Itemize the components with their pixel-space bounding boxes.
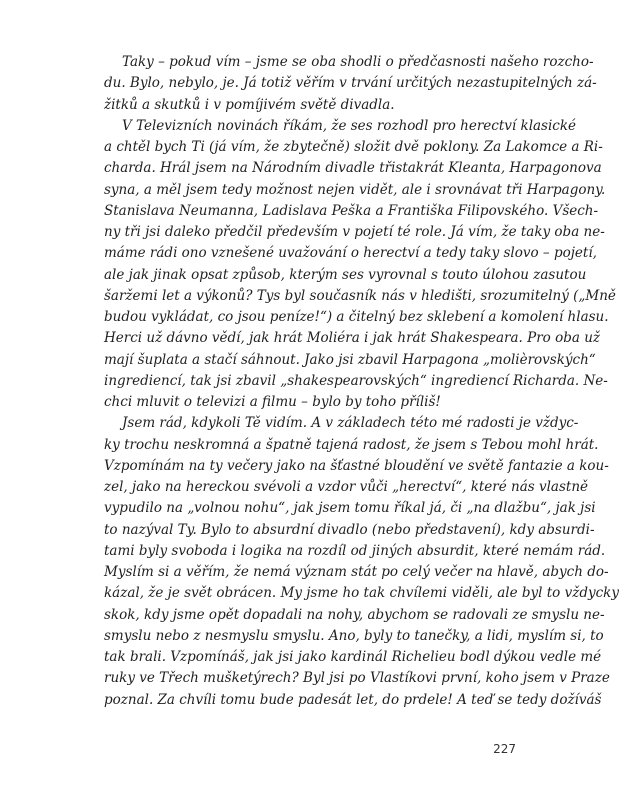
text-line: žitků a skutků i v pomíjivém světě divadla. [104, 96, 395, 113]
text-line: vypudilo na „volnou nohu“, jak jsem tomu říkal já, či „na dlažbu“, jak jsi [104, 500, 596, 517]
text-line: máme rádi ono vznešené uvažování o herectví a tedy taky slovo – pojetí, [104, 245, 597, 262]
text-line: Taky – pokud vím – jsme se oba shodli o předčasnosti našeho rozcho- [122, 54, 594, 70]
text-line: budou vykládat, co jsou peníze!“) a čitelný bez sklebení a komolení hlasu. [104, 309, 609, 325]
text-line: smyslu nebo z nesmyslu smyslu. Ano, byly to tanečky, a lidi, myslím si, to [104, 627, 604, 644]
text-line: kázal, že je svět obrácen. My jsme ho tak chvílemi viděli, ale byl to vždycky [104, 585, 619, 602]
text-line: charda. Hrál jsem na Národním divadle třistakrát Kleanta, Harpagonova [104, 160, 602, 177]
text-line: ny tři jsi daleko předčil především v pojetí té role. Já vím, že taky oba ne- [104, 224, 605, 240]
text-line: šaržemi let a výkonů? Tys byl současník nás v hledišti, srozumitelný („Mně [104, 287, 616, 304]
text-line: Myslím si a věřím, že nemá význam stát po celý večer na hlavě, abych do- [104, 564, 609, 580]
text-line: ky trochu neskromná a špatně tajená radost, že jsem s Tebou mohl hrát. [104, 436, 599, 453]
text-line: mají šuplata a stačí sáhnout. Jako jsi zbavil Harpagona „molièrovských“ [104, 351, 596, 368]
text-line: ingrediencí, tak jsi zbavil „shakespearovských“ ingrediencí Richarda. Ne- [104, 372, 608, 389]
text-line: Vzpomínám na ty večery jako na šťastné bloudění ve světě fantazie a kou- [104, 457, 609, 474]
text-line: zel, jako na hereckou svévoli a vzdor vůči „herectví“, které nás vlastně [104, 479, 589, 495]
text-line: Herci už dávno vědí, jak hrát Moliéra i jak hrát Shakespeara. Pro oba už [104, 330, 601, 347]
text-line: ale jak jinak opsat způsob, kterým ses vyrovnal s touto úlohou zasutou [104, 266, 587, 283]
paragraph-2 [104, 116, 616, 414]
text-line: Jsem rád, kdykoli Tě vidím. A v základech této mé radosti je vždyc- [122, 415, 579, 432]
paragraph-1 [104, 52, 597, 116]
text-line: du. Bylo, nebylo, je. Já totiž věřím v trvání určitých nezastupitelných zá- [104, 75, 597, 92]
text-line: skok, kdy jsme opět dopadali na nohy, abychom se radovali ze smyslu ne- [104, 606, 605, 623]
body-text [104, 52, 619, 711]
paragraph-3 [104, 413, 619, 711]
text-line: ruky ve Třech mušketýrech? Byl jsi po Vlastíkovi první, koho jsem v Praze [104, 670, 610, 687]
text-line: chci mluvit o televizi a filmu – bylo by toho příliš! [104, 394, 441, 410]
text-line: to nazýval Ty. Bylo to absurdní divadlo (nebo představení), kdy absurdi- [104, 521, 595, 538]
text-line: tak brali. Vzpomínáš, jak jsi jako kardinál Richelieu bodl dýkou vedle mé [104, 649, 602, 665]
page-number: 227 [493, 742, 516, 756]
text-line: syna, a měl jsem tedy možnost nejen vidět, ale i srovnávat tři Harpagony. [104, 181, 606, 198]
text-line: V Televizních novinách říkám, že ses rozhodl pro herectví klasické [122, 117, 577, 134]
text-line: a chtěl bych Ti (já vím, že zbytečně) složit dvě poklony. Za Lakomce a Ri- [104, 139, 603, 155]
text-line: Stanislava Neumanna, Ladislava Peška a Františka Filipovského. Všech- [104, 202, 599, 219]
text-line: poznal. Za chvíli tomu bude padesát let, do prdele! A teď se tedy dožíváš [104, 691, 602, 708]
text-line: tami byly svoboda i logika na rozdíl od jiných absurdit, které nemám rád. [104, 542, 606, 559]
